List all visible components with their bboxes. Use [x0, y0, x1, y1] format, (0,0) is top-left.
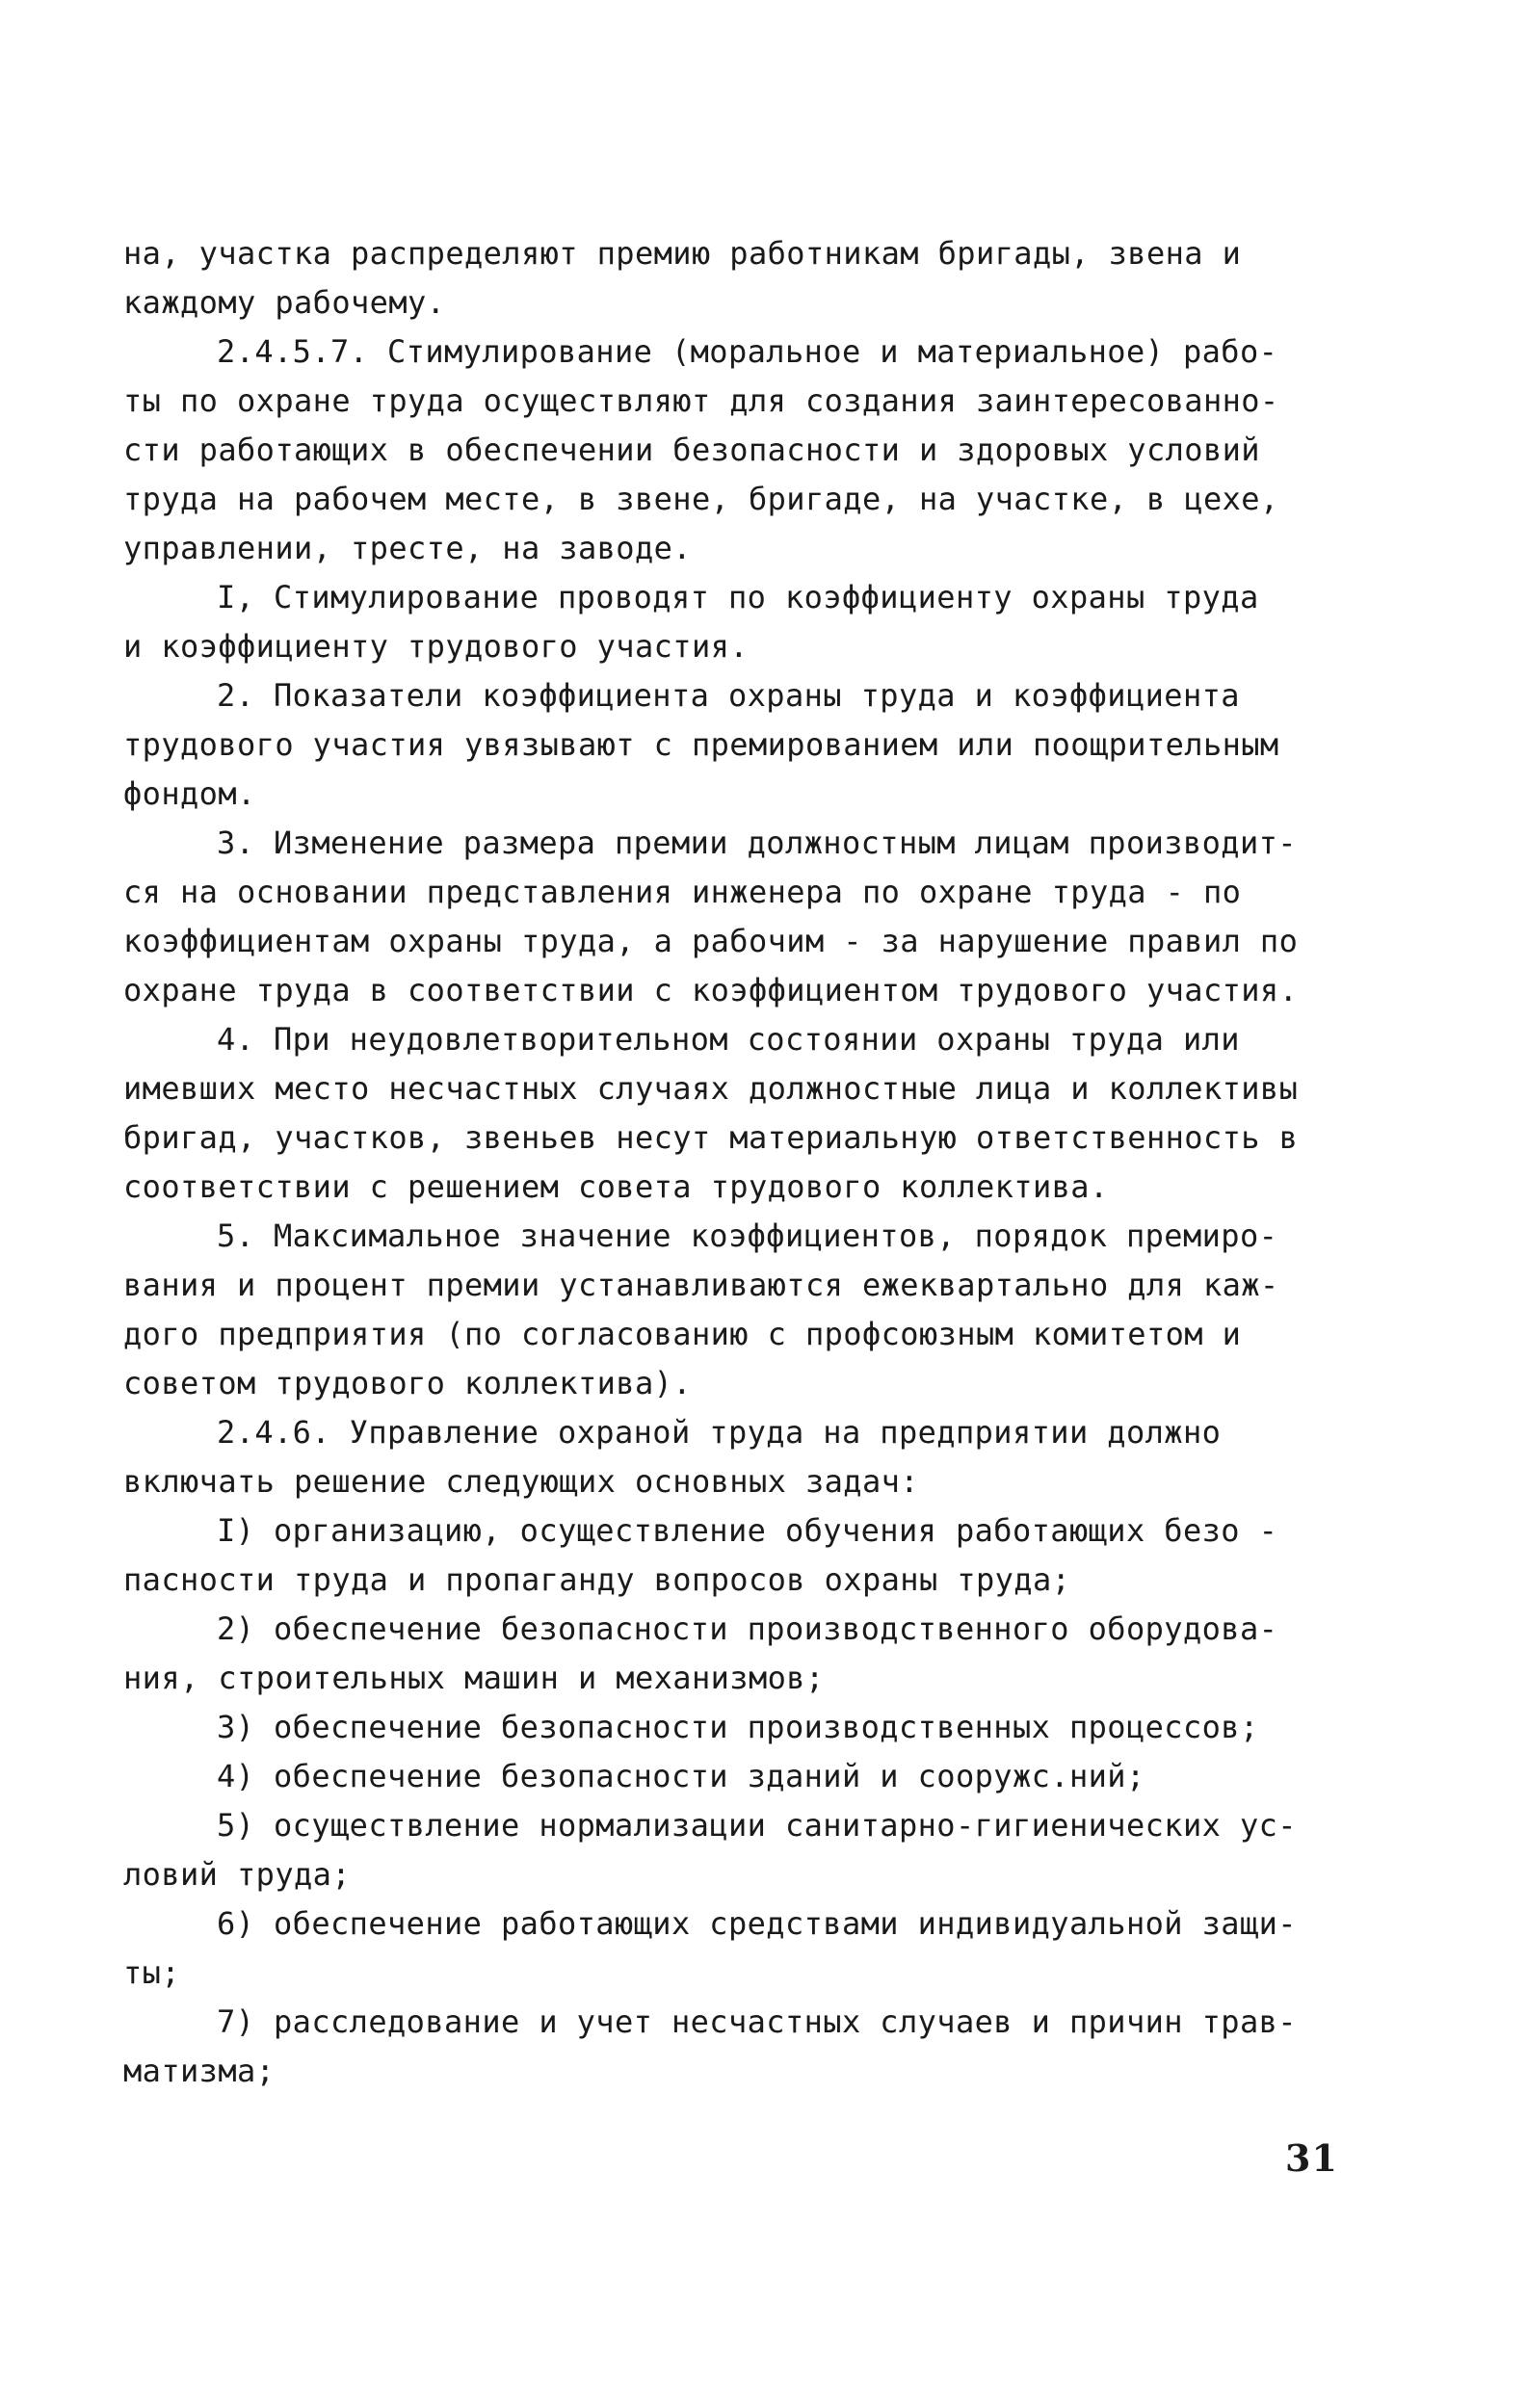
text-line: пасности труда и пропаганду вопросов охраны труда;: [123, 1561, 1071, 1598]
text-line: ты;: [123, 1954, 180, 1991]
text-line: бригад, участков, звеньев несут материальную ответственность в: [123, 1119, 1299, 1156]
page-number: 31: [1285, 2136, 1338, 2180]
text-line: I) организацию, осуществление обучения работающих безо -: [217, 1512, 1278, 1549]
text-line: 5. Максимальное значение коэффициентов, порядок премиро-: [217, 1217, 1278, 1254]
text-line: 3. Изменение размера премии должностным лицам производит-: [217, 824, 1297, 861]
text-line: 5) осуществление нормализации санитарно-гигиенических ус-: [217, 1807, 1297, 1844]
text-line: каждому рабочему.: [123, 284, 446, 321]
text-line: трудового участия увязывают с премированием или поощрительным: [123, 726, 1279, 763]
text-line: труда на рабочем месте, в звене, бригаде, на участке, в цехе,: [123, 481, 1279, 517]
text-line: охране труда в соответствии с коэффициентом трудового участия.: [123, 972, 1299, 1008]
text-line: 4) обеспечение безопасности зданий и сооружс.ний;: [217, 1758, 1145, 1794]
text-line: 3) обеспечение безопасности производственных процессов;: [217, 1709, 1259, 1745]
text-line: соответствии с решением совета трудового коллектива.: [123, 1168, 1109, 1205]
text-line: включать решение следующих основных задач:: [123, 1463, 919, 1500]
text-line: фондом.: [123, 775, 256, 812]
text-line: ты по охране труда осуществляют для создания заинтересованно-: [123, 382, 1279, 419]
text-line: матизма;: [123, 2053, 276, 2089]
text-line: 2. Показатели коэффициента охраны труда и коэффициента: [217, 677, 1240, 714]
text-line: советом трудового коллектива).: [123, 1365, 692, 1401]
text-line: и коэффициенту трудового участия.: [123, 628, 749, 665]
text-line: 7) расследование и учет несчастных случаев и причин трав-: [217, 2003, 1297, 2040]
text-line: коэффициентам охраны труда, а рабочим - за нарушение правил по: [123, 923, 1299, 959]
text-line: 4. При неудовлетворительном состоянии охраны труда или: [217, 1021, 1240, 1058]
text-line: на, участка распределяют премию работникам бригады, звена и: [123, 235, 1242, 272]
text-line: имевших место несчастных случаях должностные лица и коллективы: [123, 1070, 1299, 1107]
text-line: 2) обеспечение безопасности производственного оборудова-: [217, 1610, 1278, 1647]
text-line: сти работающих в обеспечении безопасности и здоровых условий: [123, 432, 1260, 468]
text-line: I, Стимулирование проводят по коэффициенту охраны труда: [217, 579, 1259, 615]
text-line: дого предприятия (по согласованию с профсоюзным комитетом и: [123, 1316, 1242, 1352]
text-line: 2.4.5.7. Стимулирование (моральное и материальное) рабо-: [217, 333, 1278, 370]
text-line: ловий труда;: [123, 1856, 351, 1893]
text-line: 6) обеспечение работающих средствами индивидуальной защи-: [217, 1905, 1297, 1942]
body-text: [123, 229, 1360, 2096]
text-line: вания и процент премии устанавливаются ежеквартально для каж-: [123, 1267, 1279, 1303]
text-line: ния, строительных машин и механизмов;: [123, 1660, 825, 1696]
text-line: 2.4.6. Управление охраной труда на предприятии должно: [217, 1414, 1222, 1451]
text-line: управлении, тресте, на заводе.: [123, 530, 692, 566]
text-line: ся на основании представления инженера по охране труда - по: [123, 874, 1242, 910]
